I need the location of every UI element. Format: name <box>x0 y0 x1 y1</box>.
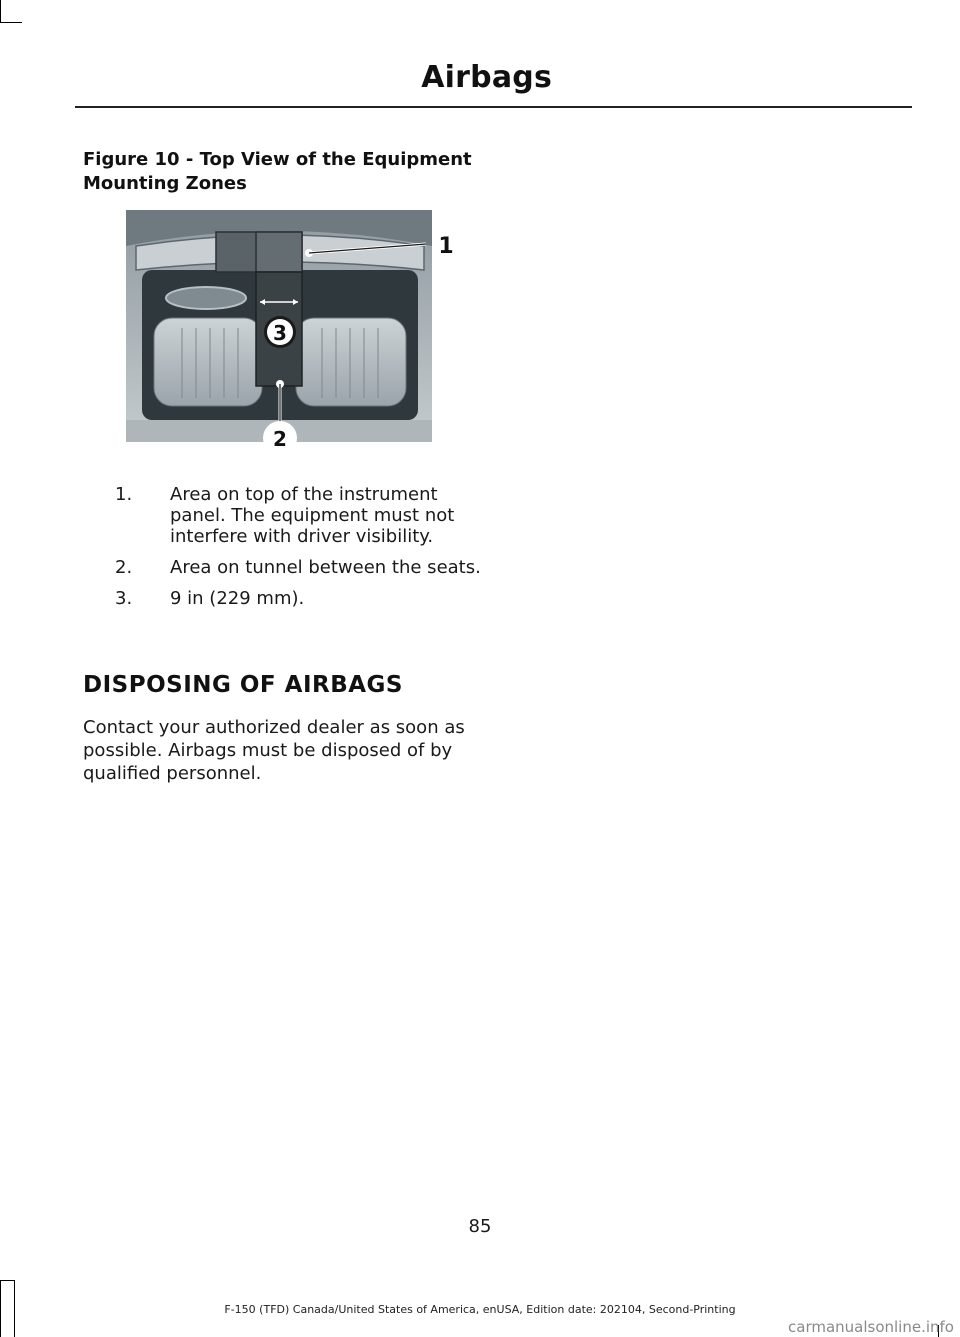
page-number: 85 <box>468 1216 492 1237</box>
crop-mark <box>0 1280 14 1281</box>
right-seat-shape <box>296 318 406 406</box>
list-item-number: 2. <box>115 557 133 578</box>
figure-legend-list <box>83 484 483 619</box>
footer-edition-text: F-150 (TFD) Canada/United States of America, enUSA, Edition date: 202104, Second-Printing <box>224 1303 736 1316</box>
callout-2-label: 2 <box>273 427 287 451</box>
figure-title: Figure 10 - Top View of the Equipment Mounting Zones <box>83 149 472 194</box>
section-body: Contact your authorized dealer as soon as possible. Airbags must be disposed of by qualified personnel. <box>83 717 465 784</box>
list-item <box>83 484 483 547</box>
list-item-text: Area on tunnel between the seats. <box>170 557 481 578</box>
callout-1-label: 1 <box>438 234 454 259</box>
callout-3-label: 3 <box>273 321 287 345</box>
chapter-title: Airbags <box>421 60 552 95</box>
crop-mark <box>0 22 22 23</box>
list-item-number: 3. <box>115 588 133 609</box>
left-seat-shape <box>154 318 262 406</box>
section-heading: DISPOSING OF AIRBAGS <box>83 672 403 698</box>
header-divider <box>75 106 912 108</box>
watermark[interactable]: carmanualsonline.info <box>788 1318 954 1336</box>
equipment-mounting-zones-figure <box>120 206 480 458</box>
list-item-number: 1. <box>115 484 133 505</box>
crop-mark <box>0 0 1 22</box>
list-item <box>83 588 483 609</box>
list-item-text: 9 in (229 mm). <box>170 588 305 609</box>
list-item <box>83 557 483 578</box>
list-item-text: Area on top of the instrument panel. The equipment must not interfere with driver visibility. <box>170 484 455 547</box>
